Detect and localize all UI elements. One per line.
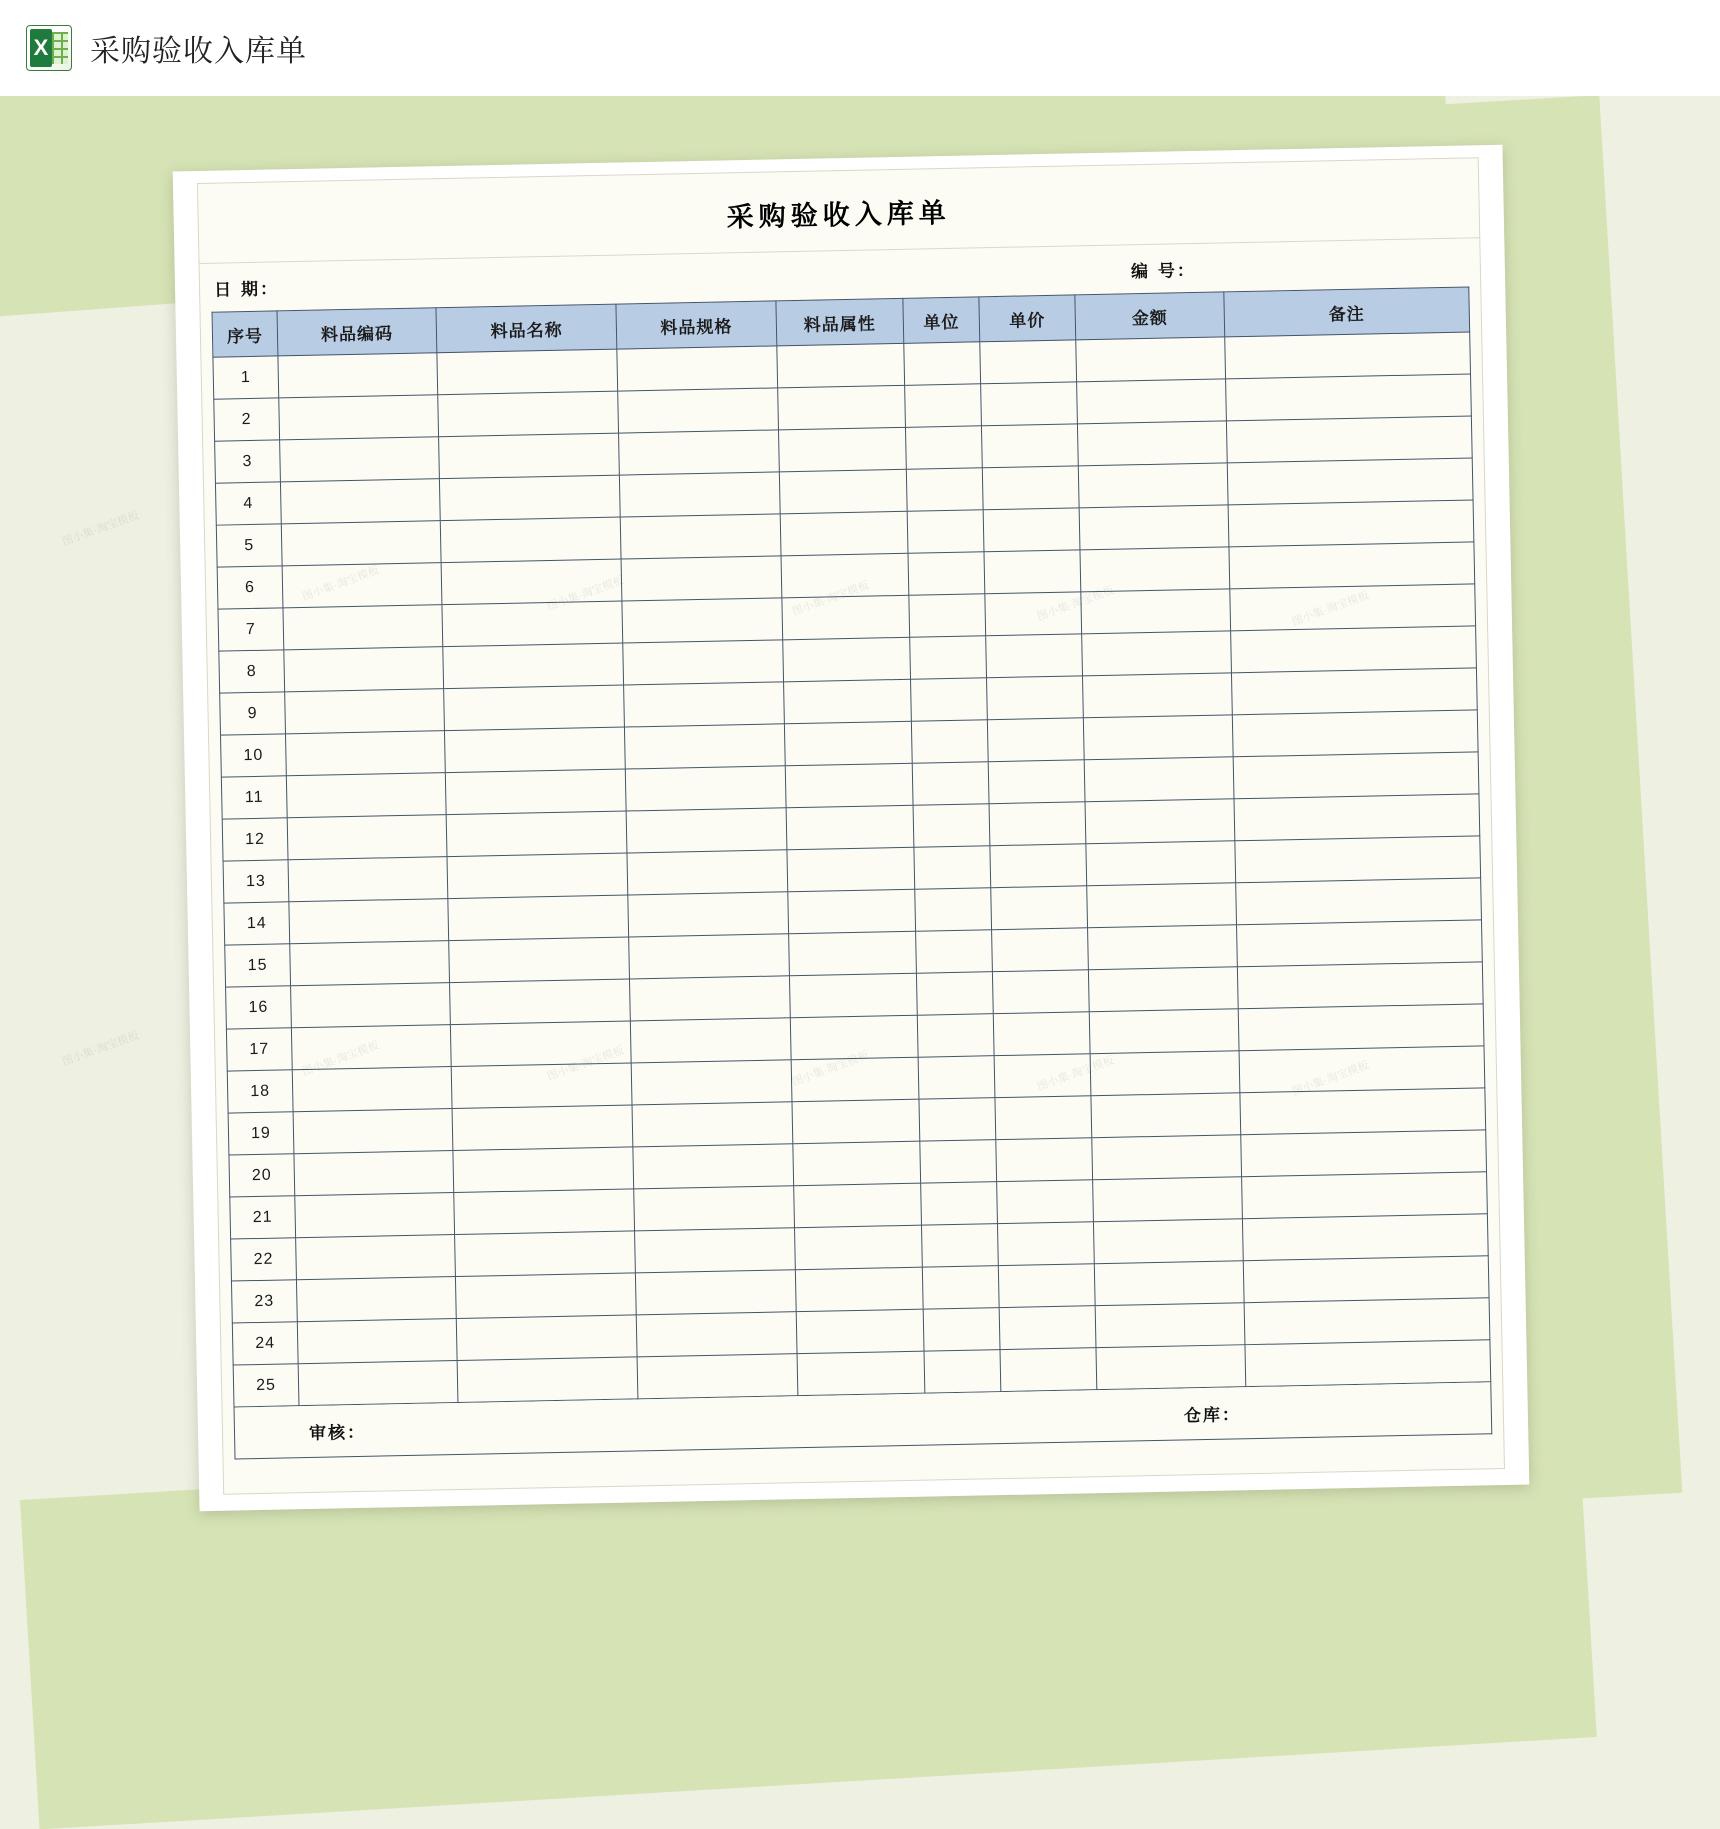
cell-index: 4	[215, 482, 281, 525]
cell-index: 13	[223, 860, 289, 903]
cell-name[interactable]	[451, 1021, 632, 1067]
cell-code[interactable]	[290, 983, 450, 1028]
cell-price[interactable]	[992, 970, 1089, 1014]
cell-name[interactable]	[450, 979, 631, 1025]
document-title: 采购验收入库单	[198, 158, 1479, 264]
cell-spec[interactable]	[634, 1186, 794, 1231]
cell-spec[interactable]	[619, 430, 779, 475]
cell-price[interactable]	[999, 1306, 1096, 1350]
cell-attr[interactable]	[789, 973, 918, 1018]
cell-code[interactable]	[292, 1067, 452, 1112]
cell-amount[interactable]	[1092, 1135, 1242, 1180]
cell-unit[interactable]	[913, 804, 989, 848]
cell-note[interactable]	[1245, 1340, 1491, 1387]
cell-unit[interactable]	[904, 342, 980, 386]
cell-amount[interactable]	[1086, 841, 1236, 886]
window-title: 采购验收入库单	[90, 35, 307, 68]
cell-name[interactable]	[451, 1063, 632, 1109]
cell-index: 1	[213, 356, 279, 399]
cell-spec[interactable]	[617, 346, 777, 391]
cell-index: 8	[219, 650, 285, 693]
cell-price[interactable]	[982, 466, 1079, 510]
cell-amount[interactable]	[1083, 673, 1233, 718]
cell-amount[interactable]	[1087, 883, 1237, 928]
cell-code[interactable]	[280, 437, 440, 482]
cell-index: 17	[226, 1028, 292, 1071]
cell-name[interactable]	[445, 769, 626, 815]
watermark: 图小集·淘宝模板	[60, 509, 141, 549]
cell-code[interactable]	[289, 899, 449, 944]
cell-unit[interactable]	[921, 1182, 997, 1226]
cell-note[interactable]	[1237, 962, 1483, 1009]
cell-price[interactable]	[985, 634, 1082, 678]
cell-code[interactable]	[286, 773, 446, 818]
excel-grid-glyph	[52, 32, 68, 64]
cell-index: 15	[225, 944, 291, 987]
column-header-spec: 料品规格	[616, 301, 776, 349]
cell-index: 7	[218, 608, 284, 651]
cell-spec[interactable]	[631, 1018, 791, 1063]
cell-index: 21	[230, 1196, 296, 1239]
cell-unit[interactable]	[916, 930, 992, 974]
cell-unit[interactable]	[924, 1350, 1000, 1394]
cell-attr[interactable]	[791, 1057, 920, 1102]
cell-price[interactable]	[993, 1012, 1090, 1056]
cell-spec[interactable]	[624, 682, 784, 727]
cell-price[interactable]	[990, 886, 1087, 930]
warehouse-label: 仓库：	[1183, 1405, 1242, 1427]
cell-attr[interactable]	[795, 1267, 924, 1312]
cell-note[interactable]	[1225, 374, 1471, 421]
cell-price[interactable]	[996, 1138, 1093, 1182]
cell-attr[interactable]	[778, 427, 907, 472]
cell-note[interactable]	[1230, 584, 1476, 631]
cell-attr[interactable]	[781, 553, 910, 598]
cell-code[interactable]	[294, 1151, 454, 1196]
cell-spec[interactable]	[621, 514, 781, 559]
cell-spec[interactable]	[621, 556, 781, 601]
cell-price[interactable]	[986, 676, 1083, 720]
receipt-table	[212, 286, 1492, 1407]
column-header-amount: 金额	[1075, 292, 1225, 340]
cell-note[interactable]	[1233, 752, 1479, 799]
cell-note[interactable]	[1244, 1298, 1490, 1345]
document-paper	[173, 145, 1530, 1511]
cell-unit[interactable]	[923, 1266, 999, 1310]
footer-spacer	[366, 1414, 1184, 1430]
cell-attr[interactable]	[785, 763, 914, 808]
cell-amount[interactable]	[1084, 757, 1234, 802]
cell-spec[interactable]	[633, 1144, 793, 1189]
cell-index: 24	[232, 1322, 298, 1365]
cell-spec[interactable]	[637, 1354, 797, 1399]
cell-spec[interactable]	[625, 724, 785, 769]
cell-attr[interactable]	[793, 1183, 922, 1228]
cell-amount[interactable]	[1083, 715, 1233, 760]
number-label: 编 号：	[1130, 260, 1197, 282]
cell-name[interactable]	[452, 1105, 633, 1151]
cell-unit[interactable]	[917, 972, 993, 1016]
excel-x-glyph: X	[30, 29, 52, 67]
cell-price[interactable]	[1000, 1348, 1097, 1392]
cell-amount[interactable]	[1076, 337, 1226, 382]
cell-price[interactable]	[987, 718, 1084, 762]
cell-code[interactable]	[298, 1361, 458, 1406]
cell-spec[interactable]	[628, 892, 788, 937]
cell-attr[interactable]	[783, 679, 912, 724]
cell-unit[interactable]	[907, 468, 983, 512]
cell-note[interactable]	[1232, 710, 1478, 757]
cell-spec[interactable]	[630, 976, 790, 1021]
cell-amount[interactable]	[1091, 1093, 1241, 1138]
cell-price[interactable]	[984, 550, 1081, 594]
cell-note[interactable]	[1238, 1004, 1484, 1051]
cell-amount[interactable]	[1094, 1261, 1244, 1306]
cell-spec[interactable]	[636, 1270, 796, 1315]
date-label: 日 期：	[213, 278, 280, 301]
window-titlebar	[0, 0, 1720, 96]
cell-name[interactable]	[447, 853, 628, 899]
cell-name[interactable]	[446, 811, 627, 857]
cell-attr[interactable]	[780, 511, 909, 556]
watermark: 图小集·淘宝模板	[60, 1029, 141, 1069]
cell-note[interactable]	[1240, 1088, 1486, 1135]
cell-name[interactable]	[445, 727, 626, 773]
cell-note[interactable]	[1242, 1214, 1488, 1261]
cell-name[interactable]	[456, 1273, 637, 1319]
cell-attr[interactable]	[777, 385, 906, 430]
cell-name[interactable]	[456, 1315, 637, 1361]
cell-attr[interactable]	[788, 931, 917, 976]
cell-attr[interactable]	[790, 1015, 919, 1060]
table-body	[213, 332, 1491, 1407]
cell-amount[interactable]	[1096, 1345, 1246, 1390]
cell-code[interactable]	[293, 1109, 453, 1154]
cell-note[interactable]	[1234, 794, 1480, 841]
cell-attr[interactable]	[797, 1351, 926, 1396]
column-header-attr: 料品属性	[775, 298, 904, 346]
cell-index: 11	[221, 776, 287, 819]
cell-code[interactable]	[296, 1277, 456, 1322]
cell-amount[interactable]	[1078, 463, 1228, 508]
column-header-price: 单价	[979, 295, 1076, 342]
cell-unit[interactable]	[915, 888, 991, 932]
cell-note[interactable]	[1228, 500, 1474, 547]
cell-name[interactable]	[437, 349, 618, 395]
cell-amount[interactable]	[1082, 631, 1232, 676]
cell-amount[interactable]	[1085, 799, 1235, 844]
cell-note[interactable]	[1230, 626, 1476, 673]
cell-unit[interactable]	[920, 1140, 996, 1184]
cell-name[interactable]	[439, 433, 620, 479]
cell-unit[interactable]	[909, 594, 985, 638]
cell-price[interactable]	[996, 1180, 1093, 1224]
cell-code[interactable]	[279, 395, 439, 440]
cell-price[interactable]	[988, 760, 1085, 804]
cell-spec[interactable]	[637, 1312, 797, 1357]
cell-code[interactable]	[290, 941, 450, 986]
column-header-code: 料品编码	[277, 308, 437, 356]
cell-amount[interactable]	[1077, 379, 1227, 424]
cell-spec[interactable]	[627, 850, 787, 895]
cell-attr[interactable]	[782, 637, 911, 682]
cell-price[interactable]	[997, 1222, 1094, 1266]
cell-amount[interactable]	[1093, 1177, 1243, 1222]
cell-attr[interactable]	[786, 847, 915, 892]
cell-attr[interactable]	[776, 343, 905, 388]
cell-spec[interactable]	[626, 766, 786, 811]
cell-amount[interactable]	[1088, 967, 1238, 1012]
cell-name[interactable]	[442, 601, 623, 647]
cell-unit[interactable]	[919, 1098, 995, 1142]
excel-file-icon	[26, 25, 72, 71]
cell-code[interactable]	[282, 563, 442, 608]
cell-code[interactable]	[297, 1319, 457, 1364]
cell-unit[interactable]	[913, 762, 989, 806]
cell-attr[interactable]	[784, 721, 913, 766]
cell-code[interactable]	[285, 731, 445, 776]
cell-spec[interactable]	[623, 640, 783, 685]
cell-note[interactable]	[1236, 920, 1482, 967]
cell-code[interactable]	[280, 479, 440, 524]
cell-price[interactable]	[998, 1264, 1095, 1308]
cell-spec[interactable]	[631, 1060, 791, 1105]
cell-unit[interactable]	[908, 552, 984, 596]
cell-name[interactable]	[448, 895, 629, 941]
audit-label: 审核：	[308, 1422, 367, 1444]
cell-name[interactable]	[441, 559, 622, 605]
cell-note[interactable]	[1227, 458, 1473, 505]
cell-price[interactable]	[980, 382, 1077, 426]
cell-spec[interactable]	[620, 472, 780, 517]
cell-code[interactable]	[288, 857, 448, 902]
cell-spec[interactable]	[618, 388, 778, 433]
cell-index: 22	[231, 1238, 297, 1281]
cell-code[interactable]	[281, 521, 441, 566]
cell-name[interactable]	[440, 517, 621, 563]
cell-index: 18	[227, 1070, 293, 1113]
cell-index: 25	[233, 1364, 299, 1407]
cell-amount[interactable]	[1078, 421, 1228, 466]
column-header-index: 序号	[212, 311, 278, 357]
cell-amount[interactable]	[1081, 589, 1231, 634]
cell-attr[interactable]	[792, 1141, 921, 1186]
cell-code[interactable]	[283, 605, 443, 650]
cell-price[interactable]	[989, 802, 1086, 846]
cell-spec[interactable]	[622, 598, 782, 643]
cell-unit[interactable]	[910, 636, 986, 680]
cell-index: 16	[226, 986, 292, 1029]
cell-spec[interactable]	[629, 934, 789, 979]
cell-price[interactable]	[991, 928, 1088, 972]
cell-spec[interactable]	[635, 1228, 795, 1273]
cell-attr[interactable]	[779, 469, 908, 514]
cell-name[interactable]	[438, 391, 619, 437]
cell-price[interactable]	[994, 1054, 1091, 1098]
cell-spec[interactable]	[626, 808, 786, 853]
cell-name[interactable]	[454, 1189, 635, 1235]
cell-code[interactable]	[287, 815, 447, 860]
cell-index: 5	[216, 524, 282, 567]
cell-spec[interactable]	[632, 1102, 792, 1147]
cell-note[interactable]	[1225, 332, 1471, 379]
cell-name[interactable]	[440, 475, 621, 521]
cell-note[interactable]	[1239, 1046, 1485, 1093]
cell-index: 14	[224, 902, 290, 945]
cell-attr[interactable]	[787, 889, 916, 934]
cell-attr[interactable]	[781, 595, 910, 640]
cell-code[interactable]	[296, 1235, 456, 1280]
column-header-note: 备注	[1224, 287, 1470, 337]
cell-price[interactable]	[990, 844, 1087, 888]
cell-attr[interactable]	[794, 1225, 923, 1270]
cell-attr[interactable]	[796, 1309, 925, 1354]
cell-name[interactable]	[453, 1147, 634, 1193]
cell-amount[interactable]	[1080, 547, 1230, 592]
cell-unit[interactable]	[923, 1308, 999, 1352]
cell-amount[interactable]	[1090, 1051, 1240, 1096]
cell-price[interactable]	[995, 1096, 1092, 1140]
cell-price[interactable]	[979, 340, 1076, 384]
cell-unit[interactable]	[922, 1224, 998, 1268]
cell-unit[interactable]	[911, 678, 987, 722]
cell-amount[interactable]	[1079, 505, 1229, 550]
spreadsheet-sheet	[197, 157, 1505, 1494]
cell-index: 2	[214, 398, 280, 441]
cell-amount[interactable]	[1094, 1219, 1244, 1264]
cell-price[interactable]	[983, 508, 1080, 552]
cell-code[interactable]	[285, 689, 445, 734]
cell-note[interactable]	[1235, 836, 1481, 883]
cell-code[interactable]	[291, 1025, 451, 1070]
cell-index: 12	[222, 818, 288, 861]
cell-unit[interactable]	[907, 510, 983, 554]
cell-note[interactable]	[1231, 668, 1477, 715]
cell-note[interactable]	[1241, 1172, 1487, 1219]
cell-index: 10	[221, 734, 287, 777]
cell-note[interactable]	[1226, 416, 1472, 463]
cell-index: 9	[220, 692, 286, 735]
cell-attr[interactable]	[792, 1099, 921, 1144]
cell-index: 23	[231, 1280, 297, 1323]
cell-name[interactable]	[449, 937, 630, 983]
cell-unit[interactable]	[918, 1056, 994, 1100]
cell-name[interactable]	[443, 643, 624, 689]
cell-unit[interactable]	[918, 1014, 994, 1058]
cell-name[interactable]	[455, 1231, 636, 1277]
cell-code[interactable]	[295, 1193, 455, 1238]
cell-name[interactable]	[444, 685, 625, 731]
cell-amount[interactable]	[1088, 925, 1238, 970]
cell-price[interactable]	[985, 592, 1082, 636]
meta-spacer	[279, 269, 1131, 286]
cell-note[interactable]	[1243, 1256, 1489, 1303]
cell-note[interactable]	[1229, 542, 1475, 589]
cell-unit[interactable]	[905, 384, 981, 428]
cell-attr[interactable]	[786, 805, 915, 850]
cell-note[interactable]	[1241, 1130, 1487, 1177]
cell-code[interactable]	[284, 647, 444, 692]
column-header-unit: 单位	[903, 297, 979, 344]
cell-unit[interactable]	[914, 846, 990, 890]
cell-index: 20	[229, 1154, 295, 1197]
cell-unit[interactable]	[912, 720, 988, 764]
cell-code[interactable]	[278, 353, 438, 398]
cell-amount[interactable]	[1095, 1303, 1245, 1348]
cell-index: 6	[217, 566, 283, 609]
cell-name[interactable]	[457, 1357, 638, 1403]
cell-index: 3	[215, 440, 281, 483]
column-header-name: 料品名称	[436, 304, 617, 353]
cell-unit[interactable]	[906, 426, 982, 470]
cell-note[interactable]	[1235, 878, 1481, 925]
cell-index: 19	[228, 1112, 294, 1155]
cell-amount[interactable]	[1089, 1009, 1239, 1054]
cell-price[interactable]	[981, 424, 1078, 468]
